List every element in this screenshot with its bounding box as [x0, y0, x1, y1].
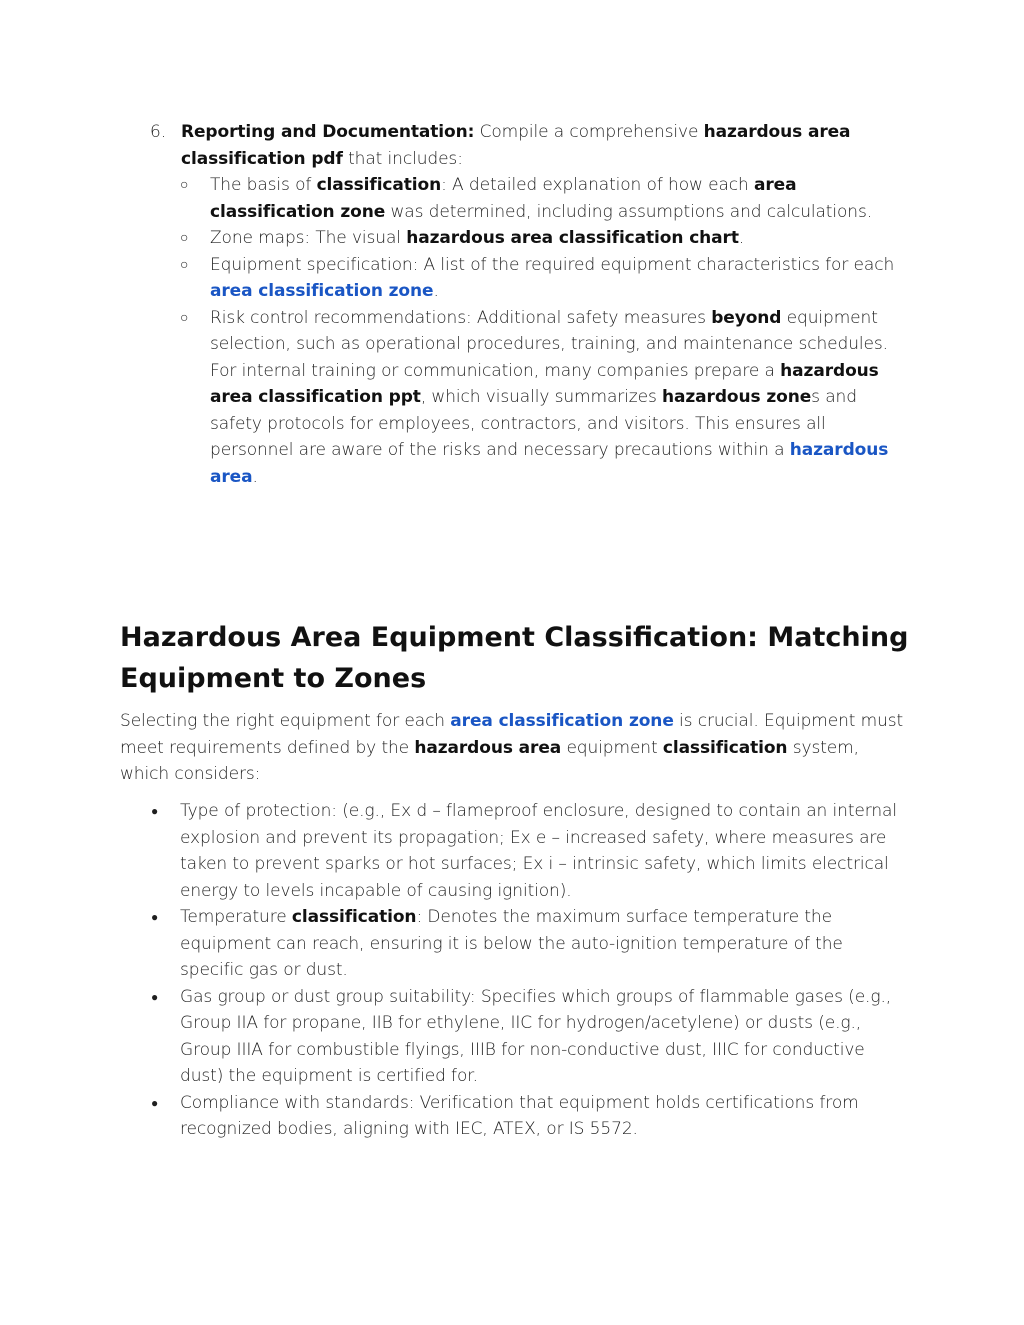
bullet-dot-icon: ● — [151, 989, 159, 1004]
item-text: Equipment specification: A list of the required equipment characteristics for each — [210, 254, 895, 275]
item-title: Reporting and Documentation: — [181, 122, 475, 142]
intro-paragraph — [120, 708, 910, 788]
item-text: was determined, including assumptions and calculations. — [385, 201, 873, 222]
bold-term: hazardous area classification chart — [406, 228, 739, 248]
numbered-item-body — [181, 119, 910, 172]
paragraph-text: is crucial. Equipment must meet requirements defined by the — [120, 711, 904, 758]
bold-term: area classification zone — [210, 175, 797, 222]
item-text: . — [738, 228, 745, 248]
bullet-list — [120, 798, 910, 1143]
sub-list — [150, 172, 910, 490]
area-classification-zone-link[interactable]: area classification zone — [450, 711, 674, 731]
bold-term: hazardous area classification ppt — [210, 360, 879, 407]
area-classification-zone-link[interactable]: area classification zone — [210, 281, 434, 301]
bold-term: classification — [662, 737, 788, 758]
bullet-text: Type of protection: (e.g., Ex d – flameproof enclosure, designed to contain an internal explosion and prevent its propagation; Ex e – increased safety, where measures are taken to prevent sparks or hot surfaces; Ex i – intrinsic safety, which limits electrical energy to levels incapable of causing ignition). — [180, 801, 897, 901]
item-text: The basis of — [210, 175, 317, 195]
circle-bullet-icon: ○ — [180, 256, 189, 273]
paragraph-text: Selecting the right equipment for each — [120, 711, 451, 731]
sub-list-item — [150, 305, 910, 491]
item-text: . — [433, 281, 439, 301]
item-text: equipment selection, such as operational procedures, training, and maintenance schedules. For internal training or communication, many companies prepare a — [210, 307, 888, 381]
hazardous-area-link[interactable]: hazardous area — [210, 440, 889, 487]
bold-term: beyond — [711, 307, 782, 328]
item-text: s and safety protocols for employees, contractors, and visitors. This ensures all personnel are aware of the risks and necessary precautions within a — [210, 387, 857, 460]
bold-term: hazardous area — [414, 737, 562, 758]
numbered-item-6 — [150, 119, 910, 490]
item-text: , which visually summarizes — [420, 387, 663, 407]
bold-term: hazardous area classification pdf — [181, 122, 851, 169]
list-number: 6. — [150, 122, 167, 142]
item-text: Risk control recommendations: Additional safety measures — [210, 307, 712, 328]
bold-term: hazardous zone — [662, 387, 812, 407]
sub-list-item — [150, 252, 910, 305]
bullet-item — [120, 1090, 910, 1143]
sub-list-item — [150, 225, 910, 252]
item-text: Compile a comprehensive — [474, 122, 704, 142]
bullet-item — [120, 798, 910, 904]
circle-bullet-icon: ○ — [180, 309, 189, 326]
item-text: Zone maps: The visual — [210, 228, 407, 248]
paragraph-text: equipment — [561, 737, 663, 758]
bullet-dot-icon: ● — [151, 910, 159, 924]
circle-bullet-icon: ○ — [180, 230, 189, 246]
item-text: . — [252, 466, 258, 487]
bold-term: classification — [291, 907, 417, 927]
circle-bullet-icon: ○ — [180, 177, 189, 193]
sub-list-item — [150, 172, 910, 225]
bullet-text: Temperature — [180, 907, 292, 927]
bullet-dot-icon: ● — [151, 804, 159, 818]
bold-term: classification — [316, 175, 442, 195]
bullet-text: : Denotes the maximum surface temperature the equipment can reach, ensuring it is below the auto-ignition temperature of the specific gas or dust. — [180, 907, 843, 980]
bullet-text: Compliance with standards: Verification that equipment holds certifications from recognized bodies, aligning with IEC, ATEX, or IS 5572. — [180, 1092, 859, 1139]
bullet-item — [120, 904, 910, 984]
paragraph-text: system, which considers: — [120, 737, 859, 784]
bullet-dot-icon: ● — [151, 1095, 159, 1110]
item-text: : A detailed explanation of how each — [441, 175, 755, 195]
bullet-item — [120, 984, 910, 1090]
section-heading: Hazardous Area Equipment Classification: Matching Equipment to Zones — [120, 622, 909, 694]
item-text: that includes: — [342, 148, 463, 169]
bullet-text: Gas group or dust group suitability: Specifies which groups of flammable gases (e.g., Group IIA for propane, IIB for ethylene, IIC for hydrogen/acetylene) or dusts (e.g., Group IIIA for combustible flyings, IIIB for non-conductive dust, IIIC for conductive dust) the equipment is certified for. — [180, 986, 892, 1086]
